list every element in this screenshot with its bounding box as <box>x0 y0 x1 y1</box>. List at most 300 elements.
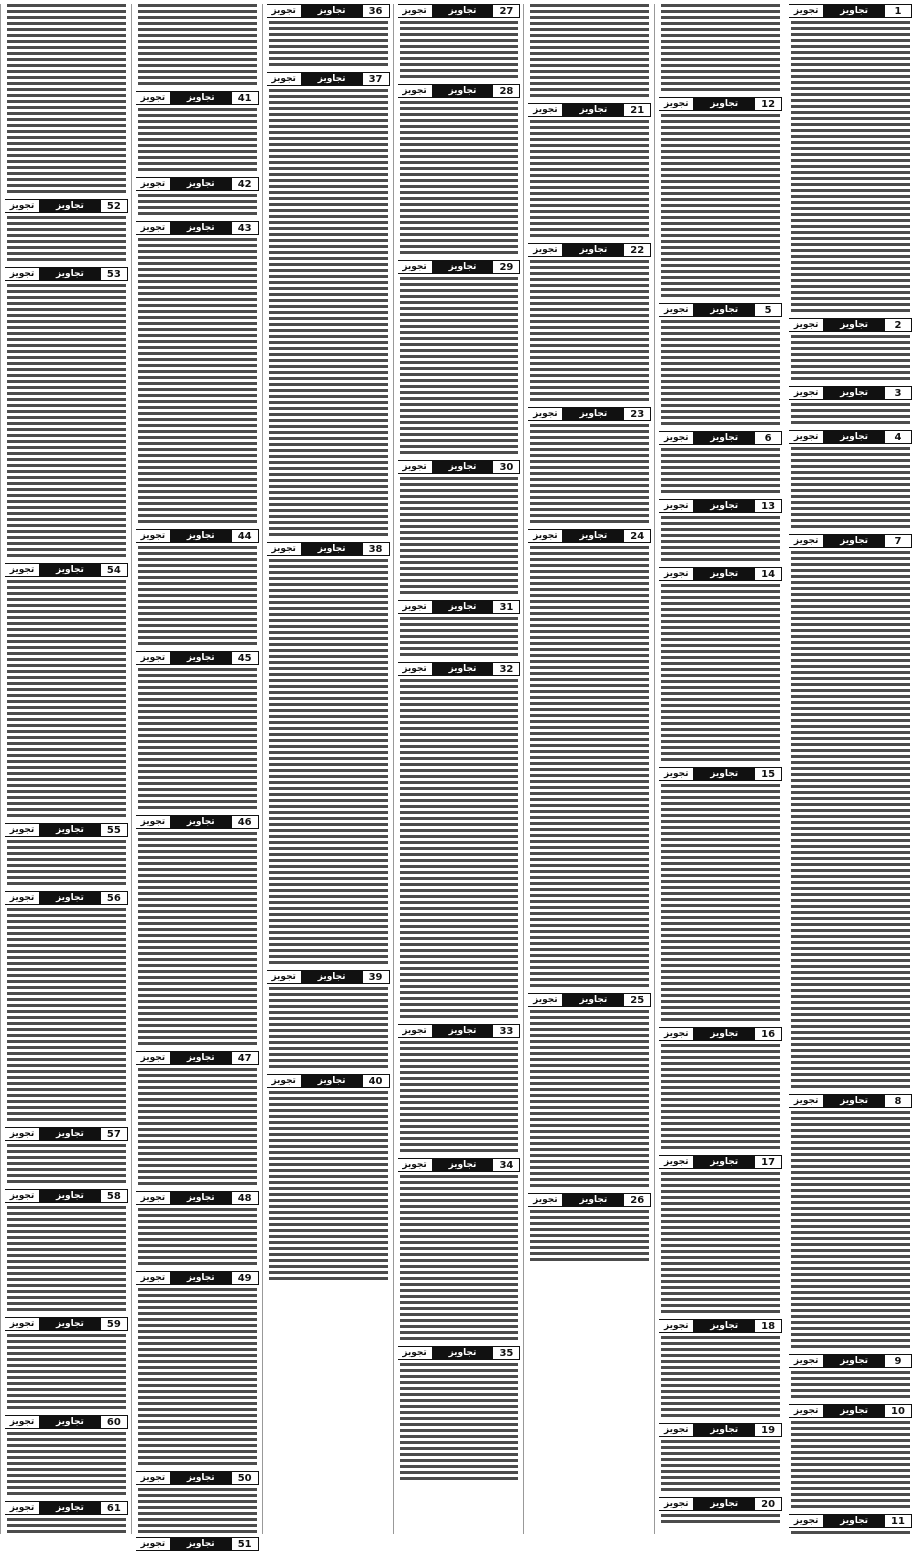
proposal-number: 43 <box>231 221 259 235</box>
proposal-number: 31 <box>492 600 520 614</box>
proposal-number: 28 <box>492 84 520 98</box>
proposal-number: 32 <box>492 662 520 676</box>
proposal-text <box>400 277 519 457</box>
proposal-text <box>7 580 126 820</box>
proposal-block <box>785 430 916 534</box>
proposal-text <box>7 1206 126 1314</box>
proposal-text <box>400 1175 519 1343</box>
proposal-tag: تجویز <box>398 662 433 676</box>
proposal-block <box>1 199 132 267</box>
proposal-heading: تجاویز <box>433 260 493 274</box>
proposal-block <box>655 303 786 431</box>
proposal-text <box>661 516 780 564</box>
proposal-text <box>138 1488 257 1534</box>
proposal-text <box>138 668 257 812</box>
proposal-block <box>263 542 394 970</box>
proposal-number: 29 <box>492 260 520 274</box>
proposal-block <box>655 431 786 499</box>
proposal-text <box>791 21 910 315</box>
proposal-number: 6 <box>754 431 782 445</box>
proposal-number: 12 <box>754 97 782 111</box>
proposal-header <box>659 499 782 513</box>
proposal-header <box>789 386 912 400</box>
proposal-heading: تجاویز <box>171 91 231 105</box>
proposal-text <box>791 1111 910 1351</box>
proposal-number: 30 <box>492 460 520 474</box>
proposal-tag: تجویز <box>398 84 433 98</box>
proposal-heading: تجاویز <box>302 1074 362 1088</box>
proposal-block <box>1 1415 132 1501</box>
proposal-heading: تجاویز <box>302 970 362 984</box>
page-column <box>393 4 525 1534</box>
proposal-number: 45 <box>231 651 259 665</box>
proposal-header <box>398 1158 521 1172</box>
proposal-block <box>785 1354 916 1404</box>
proposal-tag: تجویز <box>528 529 563 543</box>
proposal-tag: تجویز <box>659 499 694 513</box>
proposal-header <box>659 767 782 781</box>
proposal-text <box>661 448 780 496</box>
proposal-block <box>1 1127 132 1189</box>
proposal-heading: تجاویز <box>824 430 884 444</box>
proposal-text <box>400 101 519 257</box>
proposal-heading: تجاویز <box>171 177 231 191</box>
proposal-tag: تجویز <box>5 1501 40 1515</box>
proposal-number: 26 <box>623 1193 651 1207</box>
proposal-heading: تجاویز <box>40 891 100 905</box>
proposal-header <box>267 1074 390 1088</box>
proposal-number: 2 <box>884 318 912 332</box>
proposal-tag: تجویز <box>789 1354 824 1368</box>
proposal-text <box>138 238 257 526</box>
proposal-text <box>661 784 780 1024</box>
proposal-header <box>267 970 390 984</box>
proposal-tag: تجویز <box>398 260 433 274</box>
proposal-header <box>136 1537 259 1551</box>
page-column <box>131 4 263 1550</box>
proposal-block <box>132 529 263 651</box>
proposal-number: 50 <box>231 1471 259 1485</box>
proposal-tag: تجویز <box>136 651 171 665</box>
proposal-heading: تجاویز <box>824 1404 884 1418</box>
proposal-block <box>524 243 655 407</box>
proposal-block <box>132 1537 263 1557</box>
proposal-number: 60 <box>100 1415 128 1429</box>
proposal-heading: تجاویز <box>171 529 231 543</box>
proposal-header <box>659 303 782 317</box>
proposal-number: 33 <box>492 1024 520 1038</box>
proposal-number: 57 <box>100 1127 128 1141</box>
proposal-block <box>785 1514 916 1537</box>
proposal-tag: تجویز <box>659 567 694 581</box>
proposal-header <box>659 1423 782 1437</box>
proposal-tag: تجویز <box>659 303 694 317</box>
proposal-header <box>789 1354 912 1368</box>
proposal-heading: تجاویز <box>433 600 493 614</box>
proposal-heading: تجاویز <box>40 1501 100 1515</box>
proposal-number: 54 <box>100 563 128 577</box>
page-column <box>654 4 786 1534</box>
proposal-text <box>7 1144 126 1186</box>
proposal-heading: تجاویز <box>40 267 100 281</box>
proposal-block <box>524 407 655 529</box>
proposal-tag: تجویز <box>789 1514 824 1528</box>
proposal-tag: تجویز <box>789 4 824 18</box>
proposal-text <box>138 1288 257 1468</box>
proposal-block <box>394 662 525 1024</box>
proposal-text <box>7 908 126 1124</box>
proposal-number: 46 <box>231 815 259 829</box>
proposal-text <box>269 987 388 1071</box>
proposal-number: 56 <box>100 891 128 905</box>
proposal-block <box>1 891 132 1127</box>
proposal-block <box>263 4 394 72</box>
proposal-block <box>1 4 132 199</box>
proposal-tag: تجویز <box>398 4 433 18</box>
proposal-text <box>7 840 126 888</box>
proposal-header <box>398 4 521 18</box>
proposal-number: 27 <box>492 4 520 18</box>
proposal-header <box>789 1514 912 1528</box>
proposal-heading: تجاویز <box>171 1271 231 1285</box>
proposal-text <box>530 1210 649 1264</box>
proposal-block <box>132 4 263 91</box>
proposal-text <box>791 447 910 531</box>
proposal-heading: تجاویز <box>563 243 623 257</box>
proposal-block <box>785 534 916 1094</box>
proposal-block <box>655 567 786 767</box>
proposal-number: 58 <box>100 1189 128 1203</box>
proposal-block <box>655 767 786 1027</box>
proposal-header <box>398 460 521 474</box>
proposal-text <box>7 284 126 560</box>
proposal-header <box>5 1189 128 1203</box>
proposal-number: 61 <box>100 1501 128 1515</box>
proposal-header <box>136 815 259 829</box>
proposal-number: 8 <box>884 1094 912 1108</box>
proposal-block <box>655 4 786 97</box>
proposal-heading: تجاویز <box>824 1514 884 1528</box>
proposal-heading: تجاویز <box>171 1191 231 1205</box>
proposal-heading: تجاویز <box>40 1415 100 1429</box>
proposal-header <box>5 563 128 577</box>
proposal-tag: تجویز <box>528 407 563 421</box>
proposal-text <box>7 216 126 264</box>
proposal-number: 22 <box>623 243 651 257</box>
proposal-header <box>398 1024 521 1038</box>
proposal-block <box>394 1346 525 1486</box>
proposal-block <box>524 103 655 243</box>
proposal-number: 23 <box>623 407 651 421</box>
proposal-tag: تجویز <box>789 1404 824 1418</box>
proposal-header <box>398 1346 521 1360</box>
proposal-block <box>1 1189 132 1317</box>
proposal-text <box>7 4 126 196</box>
proposal-text <box>138 1068 257 1188</box>
proposal-block <box>394 1158 525 1346</box>
proposal-header <box>398 662 521 676</box>
proposal-block <box>785 1094 916 1354</box>
proposal-block <box>263 1074 394 1286</box>
proposal-number: 17 <box>754 1155 782 1169</box>
proposal-text <box>400 1041 519 1155</box>
proposal-block <box>1 563 132 823</box>
proposal-tag: تجویز <box>659 431 694 445</box>
proposal-tag: تجویز <box>5 1189 40 1203</box>
proposal-tag: تجویز <box>267 72 302 86</box>
proposal-header <box>136 1471 259 1485</box>
proposal-text <box>7 1518 126 1534</box>
page-column <box>262 4 394 1534</box>
proposal-heading: تجاویز <box>171 651 231 665</box>
proposal-number: 49 <box>231 1271 259 1285</box>
proposal-number: 55 <box>100 823 128 837</box>
proposal-heading: تجاویز <box>433 4 493 18</box>
proposal-text <box>138 194 257 218</box>
proposal-block <box>132 815 263 1051</box>
proposal-block <box>394 1024 525 1158</box>
proposal-heading: تجاویز <box>433 662 493 676</box>
proposal-number: 15 <box>754 767 782 781</box>
proposal-number: 51 <box>231 1537 259 1551</box>
proposal-text <box>400 617 519 659</box>
proposal-number: 38 <box>362 542 390 556</box>
proposal-tag: تجویز <box>136 1051 171 1065</box>
proposal-header <box>659 567 782 581</box>
proposal-heading: تجاویز <box>694 567 754 581</box>
proposal-number: 36 <box>362 4 390 18</box>
proposal-text <box>400 21 519 81</box>
proposal-text <box>661 584 780 764</box>
proposal-tag: تجویز <box>398 600 433 614</box>
proposal-tag: تجویز <box>528 243 563 257</box>
proposal-header <box>659 1027 782 1041</box>
proposal-heading: تجاویز <box>433 1346 493 1360</box>
page-column <box>785 4 916 1534</box>
proposal-block <box>524 1193 655 1267</box>
proposal-number: 9 <box>884 1354 912 1368</box>
proposal-header <box>659 1155 782 1169</box>
proposal-heading: تجاویز <box>824 1094 884 1108</box>
proposal-tag: تجویز <box>398 1158 433 1172</box>
proposal-text <box>138 832 257 1048</box>
proposal-block <box>263 72 394 542</box>
proposal-block <box>524 4 655 103</box>
proposal-block <box>394 260 525 460</box>
proposal-heading: تجاویز <box>40 823 100 837</box>
proposal-tag: تجویز <box>5 891 40 905</box>
proposal-header <box>267 72 390 86</box>
proposal-text <box>530 1010 649 1190</box>
proposal-heading: تجاویز <box>40 1317 100 1331</box>
proposal-tag: تجویز <box>789 1094 824 1108</box>
proposal-block <box>655 97 786 303</box>
proposal-number: 7 <box>884 534 912 548</box>
proposal-header <box>5 823 128 837</box>
proposal-block <box>394 460 525 600</box>
proposal-block <box>394 4 525 84</box>
proposal-block <box>1 267 132 563</box>
proposal-text <box>138 546 257 648</box>
proposal-text <box>791 335 910 383</box>
proposal-heading: تجاویز <box>824 4 884 18</box>
proposal-header <box>5 1127 128 1141</box>
proposal-number: 52 <box>100 199 128 213</box>
proposal-header <box>267 4 390 18</box>
proposal-block <box>655 499 786 567</box>
proposal-header <box>528 243 651 257</box>
proposal-tag: تجویز <box>136 177 171 191</box>
proposal-text <box>530 120 649 240</box>
proposal-number: 39 <box>362 970 390 984</box>
proposal-block <box>1 1501 132 1537</box>
proposal-header <box>5 1501 128 1515</box>
proposal-header <box>789 1404 912 1418</box>
proposal-text <box>138 108 257 174</box>
proposal-text <box>400 1363 519 1483</box>
proposal-tag: تجویز <box>5 267 40 281</box>
proposal-block <box>132 1471 263 1537</box>
proposal-block <box>132 91 263 177</box>
proposal-text <box>791 1421 910 1511</box>
proposal-heading: تجاویز <box>433 1024 493 1038</box>
proposal-number: 5 <box>754 303 782 317</box>
proposal-tag: تجویز <box>659 1423 694 1437</box>
proposal-heading: تجاویز <box>40 199 100 213</box>
proposal-text <box>791 1531 910 1534</box>
proposal-heading: تجاویز <box>563 407 623 421</box>
proposal-tag: تجویز <box>136 91 171 105</box>
proposal-block <box>132 651 263 815</box>
proposal-header <box>659 431 782 445</box>
proposal-tag: تجویز <box>659 1155 694 1169</box>
proposal-tag: تجویز <box>5 199 40 213</box>
proposal-header <box>398 600 521 614</box>
page-column <box>523 4 655 1534</box>
proposal-heading: تجاویز <box>563 993 623 1007</box>
proposal-header <box>789 318 912 332</box>
proposal-tag: تجویز <box>136 1271 171 1285</box>
proposal-text <box>530 4 649 100</box>
proposal-text <box>269 1091 388 1283</box>
proposal-number: 16 <box>754 1027 782 1041</box>
proposal-heading: تجاویز <box>433 460 493 474</box>
proposal-number: 21 <box>623 103 651 117</box>
proposal-heading: تجاویز <box>433 84 493 98</box>
proposal-number: 35 <box>492 1346 520 1360</box>
proposal-text <box>661 1336 780 1420</box>
proposal-text <box>530 546 649 990</box>
proposal-tag: تجویز <box>5 1127 40 1141</box>
proposal-tag: تجویز <box>136 529 171 543</box>
proposal-number: 19 <box>754 1423 782 1437</box>
proposal-heading: تجاویز <box>563 103 623 117</box>
proposal-header <box>136 1271 259 1285</box>
proposal-heading: تجاویز <box>694 1497 754 1511</box>
proposal-heading: تجاویز <box>40 1127 100 1141</box>
proposal-text <box>661 114 780 300</box>
proposal-text <box>138 1208 257 1268</box>
proposal-heading: تجاویز <box>824 318 884 332</box>
proposal-tag: تجویز <box>5 1317 40 1331</box>
proposal-block <box>655 1027 786 1155</box>
proposal-block <box>524 529 655 993</box>
proposal-text <box>661 320 780 428</box>
proposal-tag: تجویز <box>659 97 694 111</box>
proposal-number: 3 <box>884 386 912 400</box>
proposal-block <box>132 1051 263 1191</box>
proposal-heading: تجاویز <box>171 815 231 829</box>
proposal-text <box>661 1514 780 1526</box>
proposal-heading: تجاویز <box>694 303 754 317</box>
proposal-tag: تجویز <box>789 386 824 400</box>
proposal-tag: تجویز <box>398 1024 433 1038</box>
proposal-heading: تجاویز <box>694 1319 754 1333</box>
proposal-number: 10 <box>884 1404 912 1418</box>
proposal-tag: تجویز <box>659 1497 694 1511</box>
proposal-header <box>5 1317 128 1331</box>
proposal-header <box>528 993 651 1007</box>
proposal-header <box>5 1415 128 1429</box>
proposal-header <box>136 1051 259 1065</box>
proposal-tag: تجویز <box>267 970 302 984</box>
proposal-heading: تجاویز <box>171 221 231 235</box>
proposal-header <box>528 407 651 421</box>
proposal-header <box>5 199 128 213</box>
proposal-heading: تجاویز <box>171 1537 231 1551</box>
proposal-number: 41 <box>231 91 259 105</box>
page-column <box>0 4 132 1534</box>
proposal-text <box>661 1044 780 1152</box>
proposal-block <box>1 1317 132 1415</box>
proposal-block <box>655 1155 786 1319</box>
proposal-tag: تجویز <box>659 767 694 781</box>
proposal-block <box>655 1423 786 1497</box>
proposal-text <box>7 1334 126 1412</box>
proposal-block <box>785 386 916 430</box>
proposal-tag: تجویز <box>528 993 563 1007</box>
proposal-header <box>398 84 521 98</box>
proposal-text <box>7 1432 126 1498</box>
proposal-header <box>789 430 912 444</box>
proposal-tag: تجویز <box>136 1471 171 1485</box>
proposal-heading: تجاویز <box>694 431 754 445</box>
proposal-tag: تجویز <box>5 1415 40 1429</box>
proposal-header <box>789 4 912 18</box>
proposal-heading: تجاویز <box>302 72 362 86</box>
proposal-number: 24 <box>623 529 651 543</box>
proposal-heading: تجاویز <box>694 1027 754 1041</box>
proposal-tag: تجویز <box>136 1537 171 1551</box>
proposal-text <box>530 260 649 404</box>
proposal-heading: تجاویز <box>694 499 754 513</box>
proposal-number: 11 <box>884 1514 912 1528</box>
proposal-block <box>394 84 525 260</box>
proposal-header <box>528 103 651 117</box>
proposal-heading: تجاویز <box>40 1189 100 1203</box>
proposal-tag: تجویز <box>5 823 40 837</box>
proposal-block <box>132 1191 263 1271</box>
proposal-header <box>267 542 390 556</box>
proposal-tag: تجویز <box>789 430 824 444</box>
proposal-block <box>1 823 132 891</box>
proposal-block <box>785 318 916 386</box>
proposal-text <box>661 4 780 94</box>
proposal-header <box>136 1191 259 1205</box>
proposal-text <box>791 551 910 1091</box>
proposal-header <box>136 91 259 105</box>
proposal-header <box>789 534 912 548</box>
